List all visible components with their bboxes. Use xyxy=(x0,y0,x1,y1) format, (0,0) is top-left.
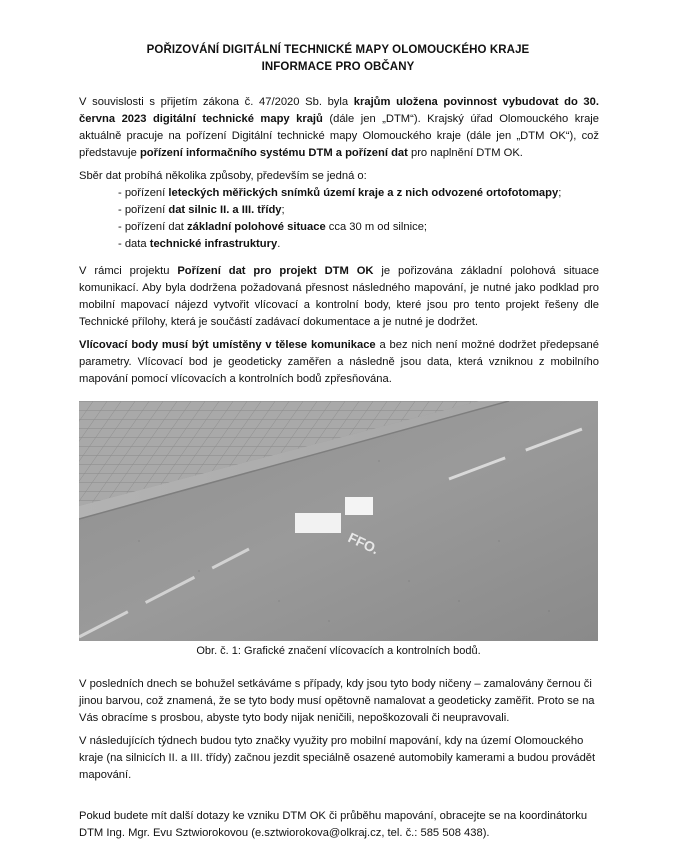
paragraph-project: V rámci projektu Pořízení dat pro projekt DTM OK je pořizována základní polohová situace komunikací. Aby byla dodržena požadovaná přesnost následného mapování, je nutné jako podklad pro mobilní mapovací nájezd vytvořit vlícovací a kontrolní body, které jsou pro tento projekt řešeny dle Technické přílohy, která je součástí zadávací dokumentace a je nutné je dodržet. xyxy=(79,265,599,328)
photo-caption: Obr. č. 1: Grafické značení vlícovacích a kontrolních bodů. xyxy=(196,645,481,657)
document-subtitle: INFORMACE PRO OBČANY xyxy=(261,61,415,73)
control-points-emphasis: Vlícovací body musí být umístěny v tělese komunikace xyxy=(79,339,376,351)
intro-text-a: V souvislosti s přijetím zákona č. 47/2020 Sb. byla xyxy=(79,96,354,108)
paragraph-mobile-mapping: V následujících týdnech budou tyto značky využity pro mobilní mapování, kdy na území Olomouckého kraje (na silnicích II. a III. třídy) začnou jezdit speciálně osazené automobily kamerami a budou provádět mapování. xyxy=(79,735,596,781)
paragraph-data-collection: Sběr dat probíhá několika způsoby, především se jedná o: xyxy=(79,170,367,182)
bullet-list xyxy=(118,185,561,253)
document-title: POŘIZOVÁNÍ DIGITÁLNÍ TECHNICKÉ MAPY OLOMOUCKÉHO KRAJE xyxy=(146,44,530,56)
intro-text-d: pořízení informačního systému DTM a pořízení dat xyxy=(139,147,408,159)
paragraph-intro xyxy=(79,94,599,162)
paragraph-control-points: Vlícovací body musí být umístěny v tělese komunikace a bez nich není možné dodržet předepsané parametry. Vlícovací bod je geodeticky zaměřen a následně jsou data, která vzniknou z mobilního mapování pomocí vlícovacích a kontrolních bodů zpřesňována. xyxy=(79,339,599,385)
list-item: - pořízení leteckých měřických snímků území kraje a z nich odvozené ortofotomapy; xyxy=(118,187,562,199)
list-item: - data technické infrastruktury. xyxy=(118,238,281,250)
list-item: - pořízení dat silnic II. a III. třídy; xyxy=(118,204,285,216)
intro-text-c: (dále jen „DTM“). Krajský úřad Olomouckého kraje aktuálně pracuje na pořízení Digitální technické mapy Olomouckého kraje (dále jen „DTM OK“), což představuje xyxy=(79,113,599,159)
project-name: Pořízení dat pro projekt DTM OK xyxy=(177,265,374,277)
list-item: - pořízení dat základní polohové situace cca 30 m od silnice; xyxy=(118,221,428,233)
paragraph-contact: Pokud budete mít další dotazy ke vzniku DTM OK či průběhu mapování, obracejte se na koordinátorku DTM Ing. Mgr. Evu Sztwiorokovou (e.sztwiorokova@olkraj.cz, tel. č.: 585 508 438). xyxy=(79,810,588,839)
paragraph-vandalism: V posledních dnech se bohužel setkáváme s případy, kdy jsou tyto body ničeny – zamalovány černou či jinou barvou, což znamená, že se tyto body musí opětovně namalovat a geodeticky zaměřit. Proto se na Vás obracíme s prosbou, abyste tyto body nijak neničili, nepoškozovali či neupravovali. xyxy=(79,678,595,724)
road-marking-photo xyxy=(79,401,598,641)
intro-text-e: pro naplnění DTM OK. xyxy=(407,147,523,159)
marking-label: FFO. xyxy=(345,529,382,558)
intro-text-b: krajům uložena povinnost vybudovat do 30. června 2023 digitální technické mapy krajů xyxy=(79,96,599,125)
